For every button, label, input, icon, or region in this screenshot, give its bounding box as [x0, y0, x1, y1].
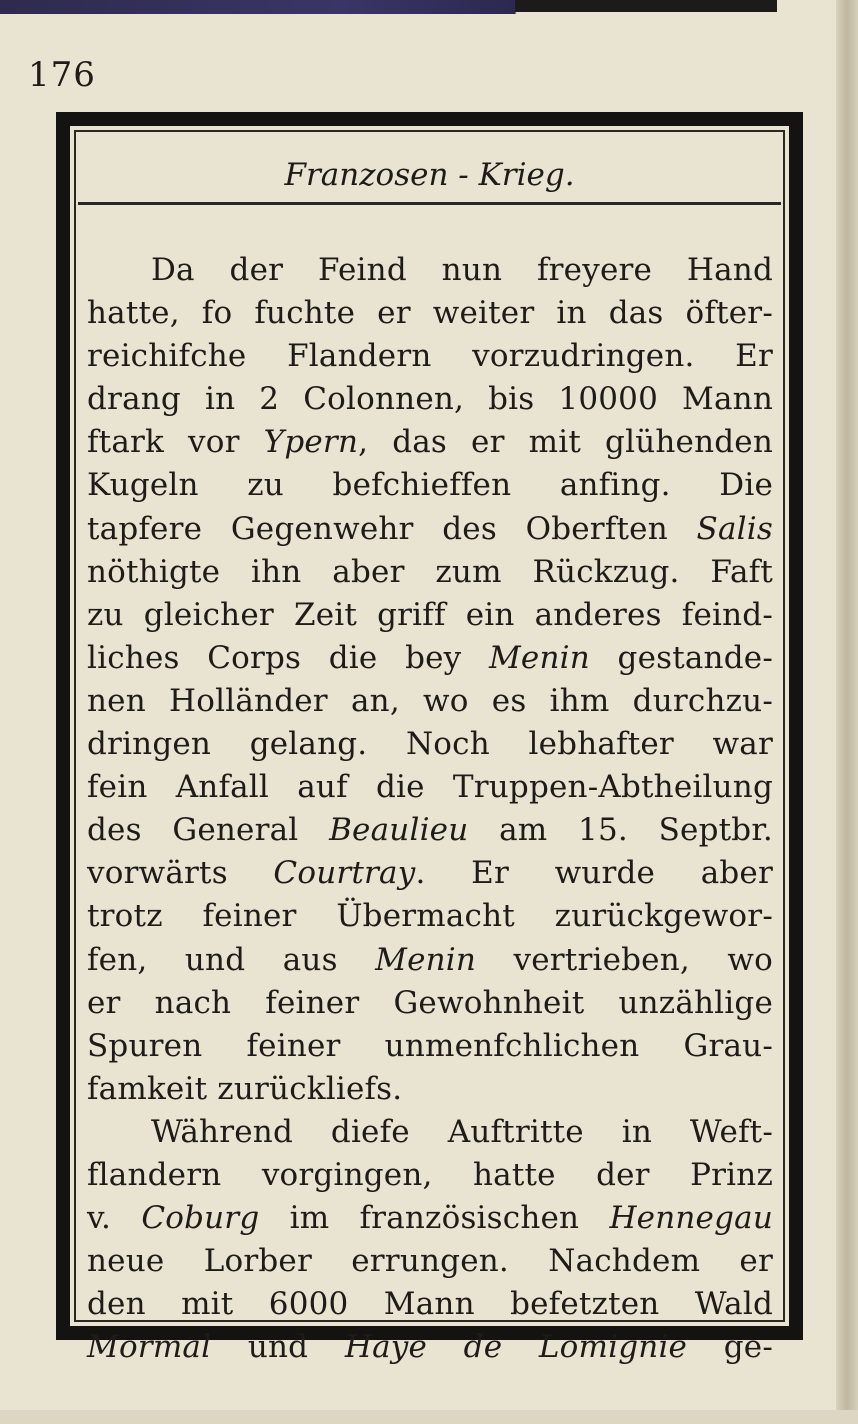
place-name: Beaulieu	[329, 812, 469, 849]
running-header: Franzosen - Krieg.	[284, 157, 575, 193]
text-line	[87, 594, 773, 637]
text-span: neue Lorber errungen. Nachdem er	[87, 1243, 773, 1280]
text-line	[87, 378, 773, 421]
text-span: flandern vorgingen, hatte der Prinz	[87, 1156, 773, 1193]
page-frame-inner	[74, 130, 785, 1366]
text-span: fen, und aus	[87, 941, 376, 978]
text-span: am 15. Septbr.	[468, 812, 773, 849]
text-span: vertrieben, wo	[476, 941, 773, 978]
text-span: drang in 2 Colonnen, bis 10000 Mann	[87, 381, 773, 418]
place-name: Hennegau	[609, 1200, 773, 1237]
text-line	[87, 1025, 773, 1068]
text-span: Spuren feiner unmenfchlichen Grau-	[87, 1027, 773, 1064]
text-line	[87, 1111, 773, 1154]
place-name: Coburg	[141, 1200, 260, 1237]
text-span: nöthigte ihn aber zum Rückzug. Faft	[87, 553, 773, 590]
place-name: Menin	[375, 941, 477, 978]
text-span: zu gleicher Zeit griff ein anderes feind-	[87, 596, 773, 633]
text-span: gestande-	[589, 639, 773, 676]
text-span: ftark vor	[87, 424, 264, 461]
place-name: Menin	[488, 639, 590, 676]
text-span: fein Anfall auf die Truppen-Abtheilung	[87, 769, 773, 806]
text-span: tapfere Gegenwehr des Oberften	[87, 510, 697, 547]
text-line	[87, 1283, 773, 1326]
text-span: nen Holländer an, wo es ihm durchzu-	[87, 682, 773, 719]
page-number: 176	[28, 55, 96, 95]
place-name: Salis	[696, 510, 773, 547]
text-line	[87, 1068, 773, 1111]
place-name: Mormal	[87, 1329, 212, 1366]
body-text	[87, 249, 773, 1369]
text-line	[87, 939, 773, 982]
text-span: liches Corps die bey	[87, 639, 489, 676]
text-span: vorwärts	[87, 855, 274, 892]
text-line	[87, 982, 773, 1025]
text-span: . Er wurde aber	[415, 855, 773, 892]
text-span: ge-	[687, 1329, 773, 1366]
text-line	[87, 723, 773, 766]
text-line	[87, 508, 773, 551]
text-line	[87, 335, 773, 378]
text-span: Während diefe Auftritte in Weft-	[151, 1113, 773, 1150]
text-line	[87, 249, 773, 292]
text-span: und	[211, 1329, 345, 1366]
place-name: Haye de Lomignie	[344, 1329, 688, 1366]
text-line	[87, 292, 773, 335]
text-span: v.	[87, 1200, 142, 1237]
text-line	[87, 637, 773, 680]
text-line	[87, 1197, 773, 1240]
place-name: Courtray	[273, 855, 416, 892]
text-span: reichifche Flandern vorzudringen. Er	[87, 338, 773, 375]
book-top-edge-dark	[515, 0, 777, 12]
place-name: Ypern	[263, 424, 359, 461]
text-line	[87, 1326, 773, 1369]
text-line	[87, 852, 773, 895]
text-span: er nach feiner Gewohnheit unzählige	[87, 984, 773, 1021]
text-span: famkeit zurückliefs.	[87, 1070, 403, 1107]
page-edge	[836, 0, 858, 1424]
text-line	[87, 551, 773, 594]
text-span: Da der Feind nun freyere Hand	[151, 252, 773, 288]
text-line	[87, 766, 773, 809]
text-span: hatte, fo fuchte er weiter in das öfter-	[87, 295, 773, 332]
text-span: im französischen	[259, 1200, 610, 1237]
text-span: den mit 6000 Mann befetzten Wald	[87, 1286, 773, 1323]
page-frame	[56, 112, 803, 1366]
text-line	[87, 464, 773, 507]
text-span: trotz feiner Übermacht zurückgewor-	[87, 898, 773, 935]
text-span: , das er mit glühenden	[358, 424, 773, 461]
text-line	[87, 1154, 773, 1197]
text-line	[87, 421, 773, 464]
text-line	[87, 809, 773, 852]
text-line	[87, 680, 773, 723]
text-line	[87, 1240, 773, 1283]
text-line	[87, 895, 773, 938]
text-span: dringen gelang. Noch lebhafter war	[87, 726, 773, 763]
page-bottom-edge	[0, 1410, 858, 1424]
text-span: des General	[87, 812, 330, 849]
text-span: Kugeln zu befchieffen anfing. Die	[87, 467, 773, 504]
header-rule	[78, 202, 781, 205]
